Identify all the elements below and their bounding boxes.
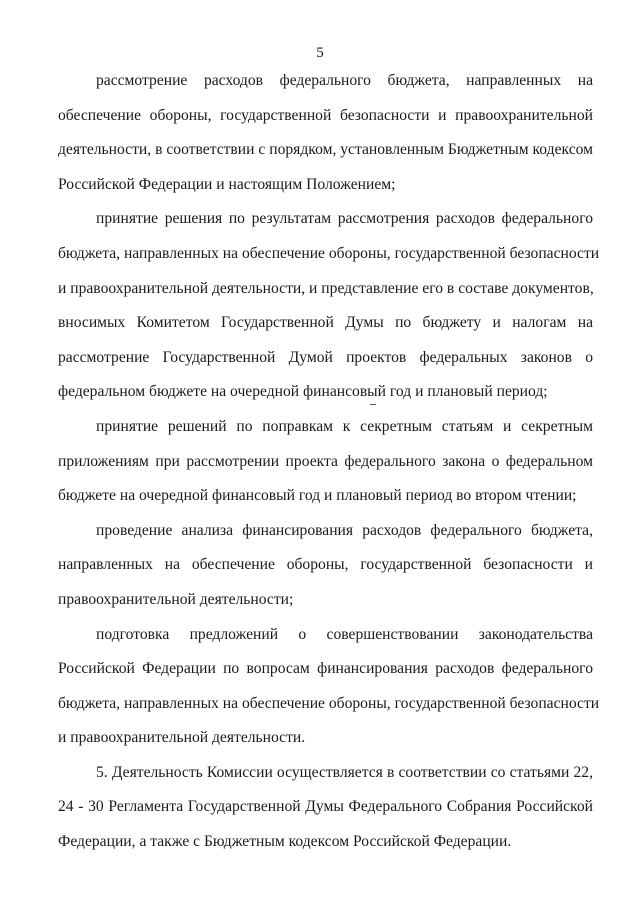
text-line: рассмотрение расходов федерального бюджета, направленных на	[96, 72, 593, 89]
text-line: проведение анализа финансирования расходов федерального бюджета,	[96, 521, 593, 539]
text-line: вносимых Комитетом Государственной Думы по бюджету и налогам на	[58, 314, 593, 332]
text-line: 5. Деятельность Комиссии осуществляется в соответствии со статьями 22,	[96, 763, 593, 781]
text-line: правоохранительной деятельности;	[58, 590, 294, 608]
text-line: и правоохранительной деятельности, и представление его в составе документов,	[58, 279, 594, 297]
paragraph-1	[58, 64, 593, 202]
text-line: подготовка предложений о совершенствовании законодательства	[96, 625, 593, 643]
text-line: федеральном бюджете на очередной финансовый год и плановый период;	[58, 383, 548, 401]
text-line: бюджета, направленных на обеспечение обороны, государственной безопасности	[58, 244, 600, 262]
text-line: Российской Федерации по вопросам финансирования расходов федерального	[58, 660, 593, 678]
text-line: направленных на обеспечение обороны, государственной безопасности и	[58, 556, 593, 574]
text-line: принятие решений по поправкам к секретным статьям и секретным	[96, 417, 593, 435]
text-line: деятельности, в соответствии с порядком, установленным Бюджетным кодексом	[58, 141, 593, 159]
paragraph-2	[58, 202, 600, 410]
scan-mark	[370, 404, 376, 405]
text-line: и правоохранительной деятельности.	[58, 729, 306, 747]
text-line: Российской Федерации и настоящим Положением;	[58, 175, 396, 193]
text-line: обеспечение обороны, государственной безопасности и правоохранительной	[58, 106, 593, 124]
text-line: Федерации, а также с Бюджетным кодексом Российской Федерации.	[58, 833, 512, 851]
text-line: 24 - 30 Регламента Государственной Думы Федерального Собрания Российской	[58, 798, 593, 816]
text-line: бюджете на очередной финансовый год и плановый период во втором чтении;	[58, 487, 577, 505]
page-number: 5	[316, 45, 324, 61]
paragraph-5	[58, 618, 600, 756]
text-line: приложениям при рассмотрении проекта федерального закона о федеральном	[58, 452, 593, 470]
paragraph-3	[58, 410, 593, 514]
paragraph-6	[58, 756, 593, 860]
paragraph-4	[58, 514, 593, 618]
document-body	[58, 64, 600, 860]
text-line: бюджета, направленных на обеспечение обороны, государственной безопасности	[58, 694, 600, 712]
text-line: принятие решения по результатам рассмотрения расходов федерального	[96, 210, 593, 228]
text-line: рассмотрение Государственной Думой проектов федеральных законов о	[58, 348, 593, 366]
